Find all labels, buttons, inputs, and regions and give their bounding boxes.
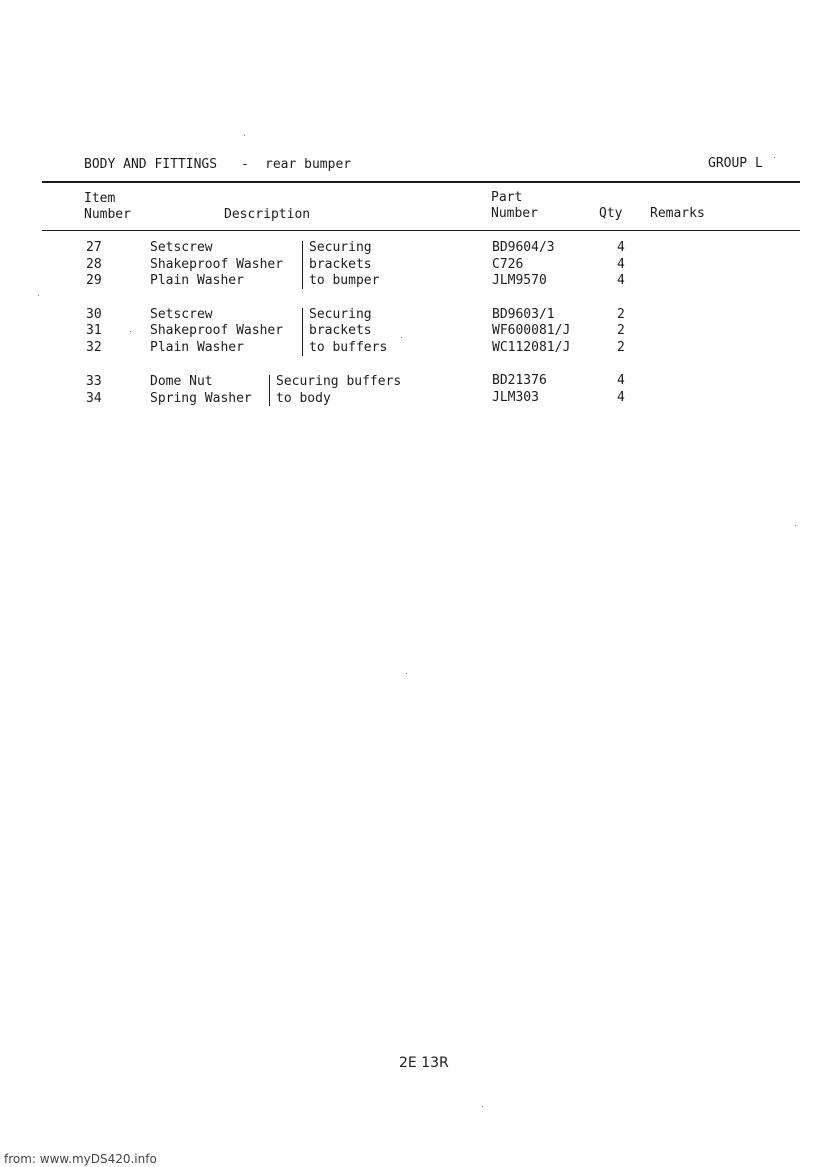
item-note: to body: [276, 391, 331, 406]
part-number: JLM303: [492, 390, 539, 405]
bracket-divider: [302, 308, 303, 356]
group-label: GROUP L: [708, 156, 763, 171]
part-number: BD21376: [492, 373, 547, 388]
page-number: 2E 13R: [399, 1055, 449, 1071]
item-note: to buffers: [309, 340, 388, 355]
scan-speck: [482, 1106, 483, 1107]
part-number: C726: [492, 257, 524, 272]
item-note: Securing buffers: [276, 374, 402, 389]
quantity: 2: [617, 323, 625, 338]
item-number: 31: [86, 323, 102, 338]
col-remarks: Remarks: [650, 206, 705, 221]
item-note: Securing: [309, 307, 372, 322]
item-note: brackets: [309, 323, 372, 338]
scan-speck: [38, 295, 39, 296]
item-description: Shakeproof Washer: [150, 323, 284, 338]
header-bottom-rule: [42, 230, 800, 231]
item-number: 30: [86, 307, 102, 322]
part-number: JLM9570: [492, 273, 547, 288]
quantity: 4: [617, 240, 625, 255]
col-item-line1: Item: [84, 191, 116, 206]
item-description: Plain Washer: [150, 340, 244, 355]
col-item-line2: Number: [84, 207, 131, 222]
item-note: Securing: [309, 240, 372, 255]
source-watermark: from: www.myDS420.info: [4, 1152, 157, 1166]
quantity: 4: [617, 373, 625, 388]
scan-speck: [244, 135, 245, 136]
item-description: Setscrew: [150, 240, 213, 255]
item-number: 27: [86, 240, 102, 255]
part-number: WC112081/J: [492, 340, 571, 355]
scan-speck: [795, 525, 796, 526]
item-description: Setscrew: [150, 307, 213, 322]
bracket-divider: [269, 375, 270, 406]
item-number: 34: [86, 391, 102, 406]
quantity: 4: [617, 390, 625, 405]
title-dash: -: [241, 157, 249, 172]
document-title: BODY AND FITTINGS: [84, 157, 218, 172]
bracket-divider: [302, 241, 303, 289]
part-number: WF600081/J: [492, 323, 571, 338]
header-top-rule: [42, 181, 800, 183]
item-number: 29: [86, 273, 102, 288]
item-description: Spring Washer: [150, 391, 252, 406]
item-number: 33: [86, 374, 102, 389]
item-number: 32: [86, 340, 102, 355]
document-subtitle: rear bumper: [265, 157, 352, 172]
quantity: 4: [617, 257, 625, 272]
quantity: 2: [617, 307, 625, 322]
part-number: BD9603/1: [492, 307, 555, 322]
col-qty: Qty: [599, 206, 623, 221]
col-part-line2: Number: [491, 206, 538, 221]
part-number: BD9604/3: [492, 240, 555, 255]
scan-speck: [774, 157, 775, 158]
item-description: Shakeproof Washer: [150, 257, 284, 272]
item-number: 28: [86, 257, 102, 272]
item-description: Plain Washer: [150, 273, 244, 288]
item-note: to bumper: [309, 273, 380, 288]
col-part-line1: Part: [491, 190, 523, 205]
scan-speck: [130, 331, 131, 332]
col-description: Description: [224, 207, 311, 222]
item-description: Dome Nut: [150, 374, 213, 389]
quantity: 2: [617, 340, 625, 355]
quantity: 4: [617, 273, 625, 288]
scan-speck: [401, 337, 402, 338]
scan-speck: [406, 673, 407, 674]
item-note: brackets: [309, 257, 372, 272]
